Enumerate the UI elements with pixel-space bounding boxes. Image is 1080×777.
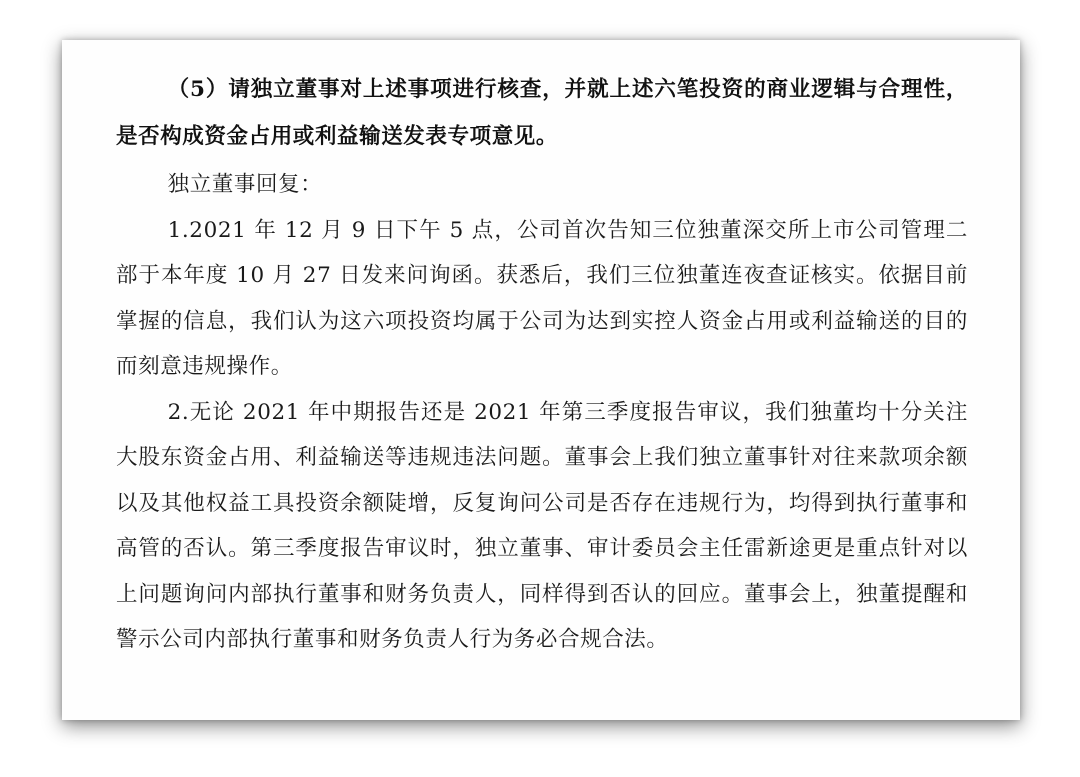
reply-heading: 独立董事回复： xyxy=(167,172,323,197)
reply-paragraph-1: 1.2021 年 12 月 9 日下午 5 点，公司首次告知三位独董深交所上市公司管理二部于本年度 10 月 27 日发来问询函。获悉后，我们三位独董连夜查证核实。依据目前掌握的信息，我们认为这六项投资均属于公司为达到实控人资金占用或利益输送的目的而刻意违规操作。 xyxy=(116,217,968,379)
document-content xyxy=(116,66,968,663)
document-page xyxy=(62,40,1020,720)
reply-paragraph-2: 2.无论 2021 年中期报告还是 2021 年第三季度报告审议，我们独董均十分关注大股东资金占用、利益输送等违规违法问题。董事会上我们独立董事针对往来款项余额以及其他权益工具投资余额陡增，反复询问公司是否存在违规行为，均得到执行董事和高管的否认。第三季度报告审议时，独立董事、审计委员会主任雷新途更是重点针对以上问题询问内部执行董事和财务负责人，同样得到否认的回应。董事会上，独董提醒和警示公司内部执行董事和财务负责人行为务必合规合法。 xyxy=(116,399,968,652)
question-paragraph: （5）请独立董事对上述事项进行核查，并就上述六笔投资的商业逻辑与合理性，是否构成资金占用或利益输送发表专项意见。 xyxy=(116,77,968,149)
